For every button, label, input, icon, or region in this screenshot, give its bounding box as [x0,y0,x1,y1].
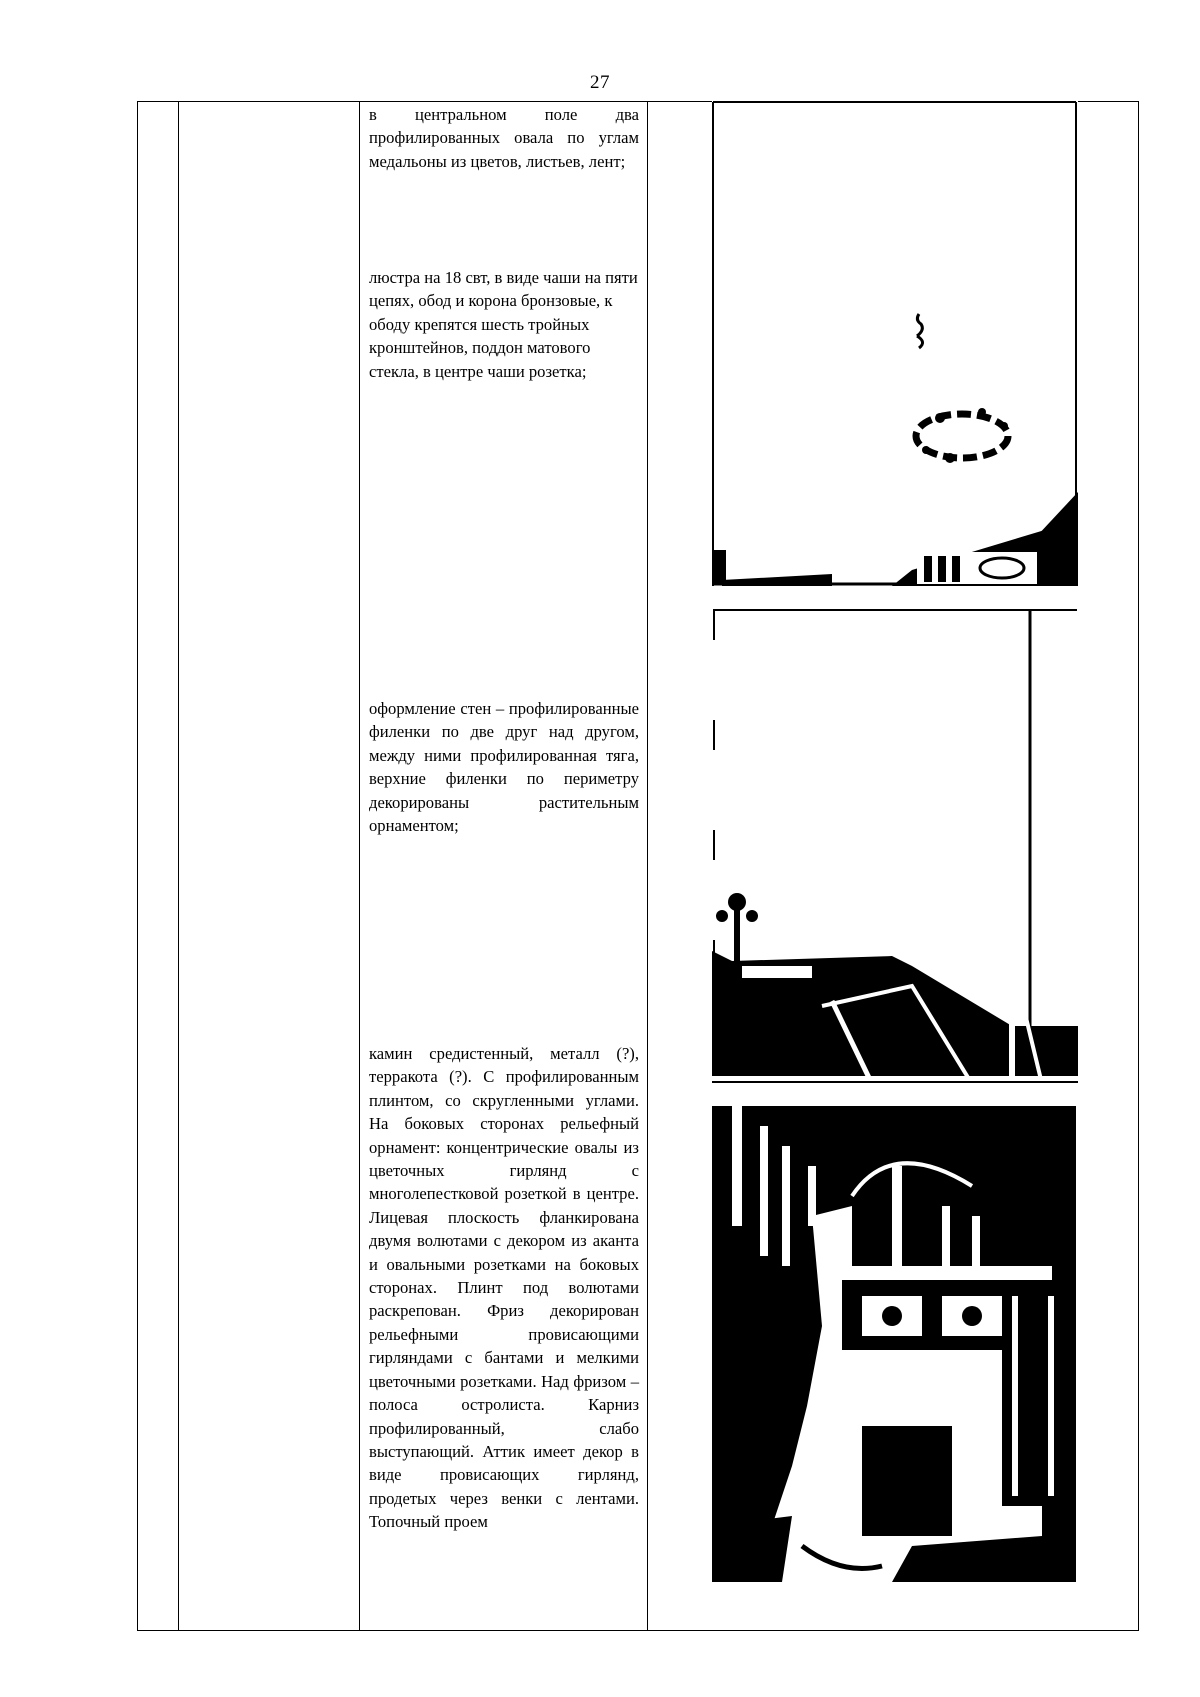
column-divider-1 [178,101,179,1631]
page-number: 27 [590,72,610,93]
ceiling-chandelier-photo [712,100,1078,586]
description-paragraph-chandelier: люстра на 18 свт, в виде чаши на пяти цепях, обод и корона бронзовые, к ободу крепятся шесть тройных кронштейнов, поддон матового стекла, в центре чаши розетка; [369,268,638,381]
description-paragraph-fireplace: камин средистенный, металл (?), терракота (?). С профилированным плинтом, со скругленными углами. На боковых сторонах рельефный орнамент: концентрические овалы из цветочных гирлянд с многолепестковой розеткой в центре. Лицевая плоскость фланкирована двумя волютами с декором из аканта и овальными розетками на боковых сторонах. Плинт под волютами раскрепован. Фриз декорирован рельефными провисающими гирляндами с бантами и мелкими цветочными розетками. Над фризом – полоса остролиста. Карниз профилированный, слабо выступающий. Аттик имеет декор в виде провисающих гирлянд, продетых через венки с лентами. Топочный проем [369,1044,639,1532]
wall-panels-photo [712,606,1078,1084]
column-divider-3 [647,101,648,1631]
description-paragraph-ceiling: в центральном поле два профилированных овала по углам медальоны из цветов, листьев, лент; [369,105,639,171]
column-divider-2 [359,101,360,1631]
fireplace-photo [712,1106,1076,1582]
description-paragraph-walls: оформление стен – профилированные филенки по две друг над другом, между ними профилированная тяга, верхние филенки по периметру декорированы растительным орнаментом; [369,699,639,836]
